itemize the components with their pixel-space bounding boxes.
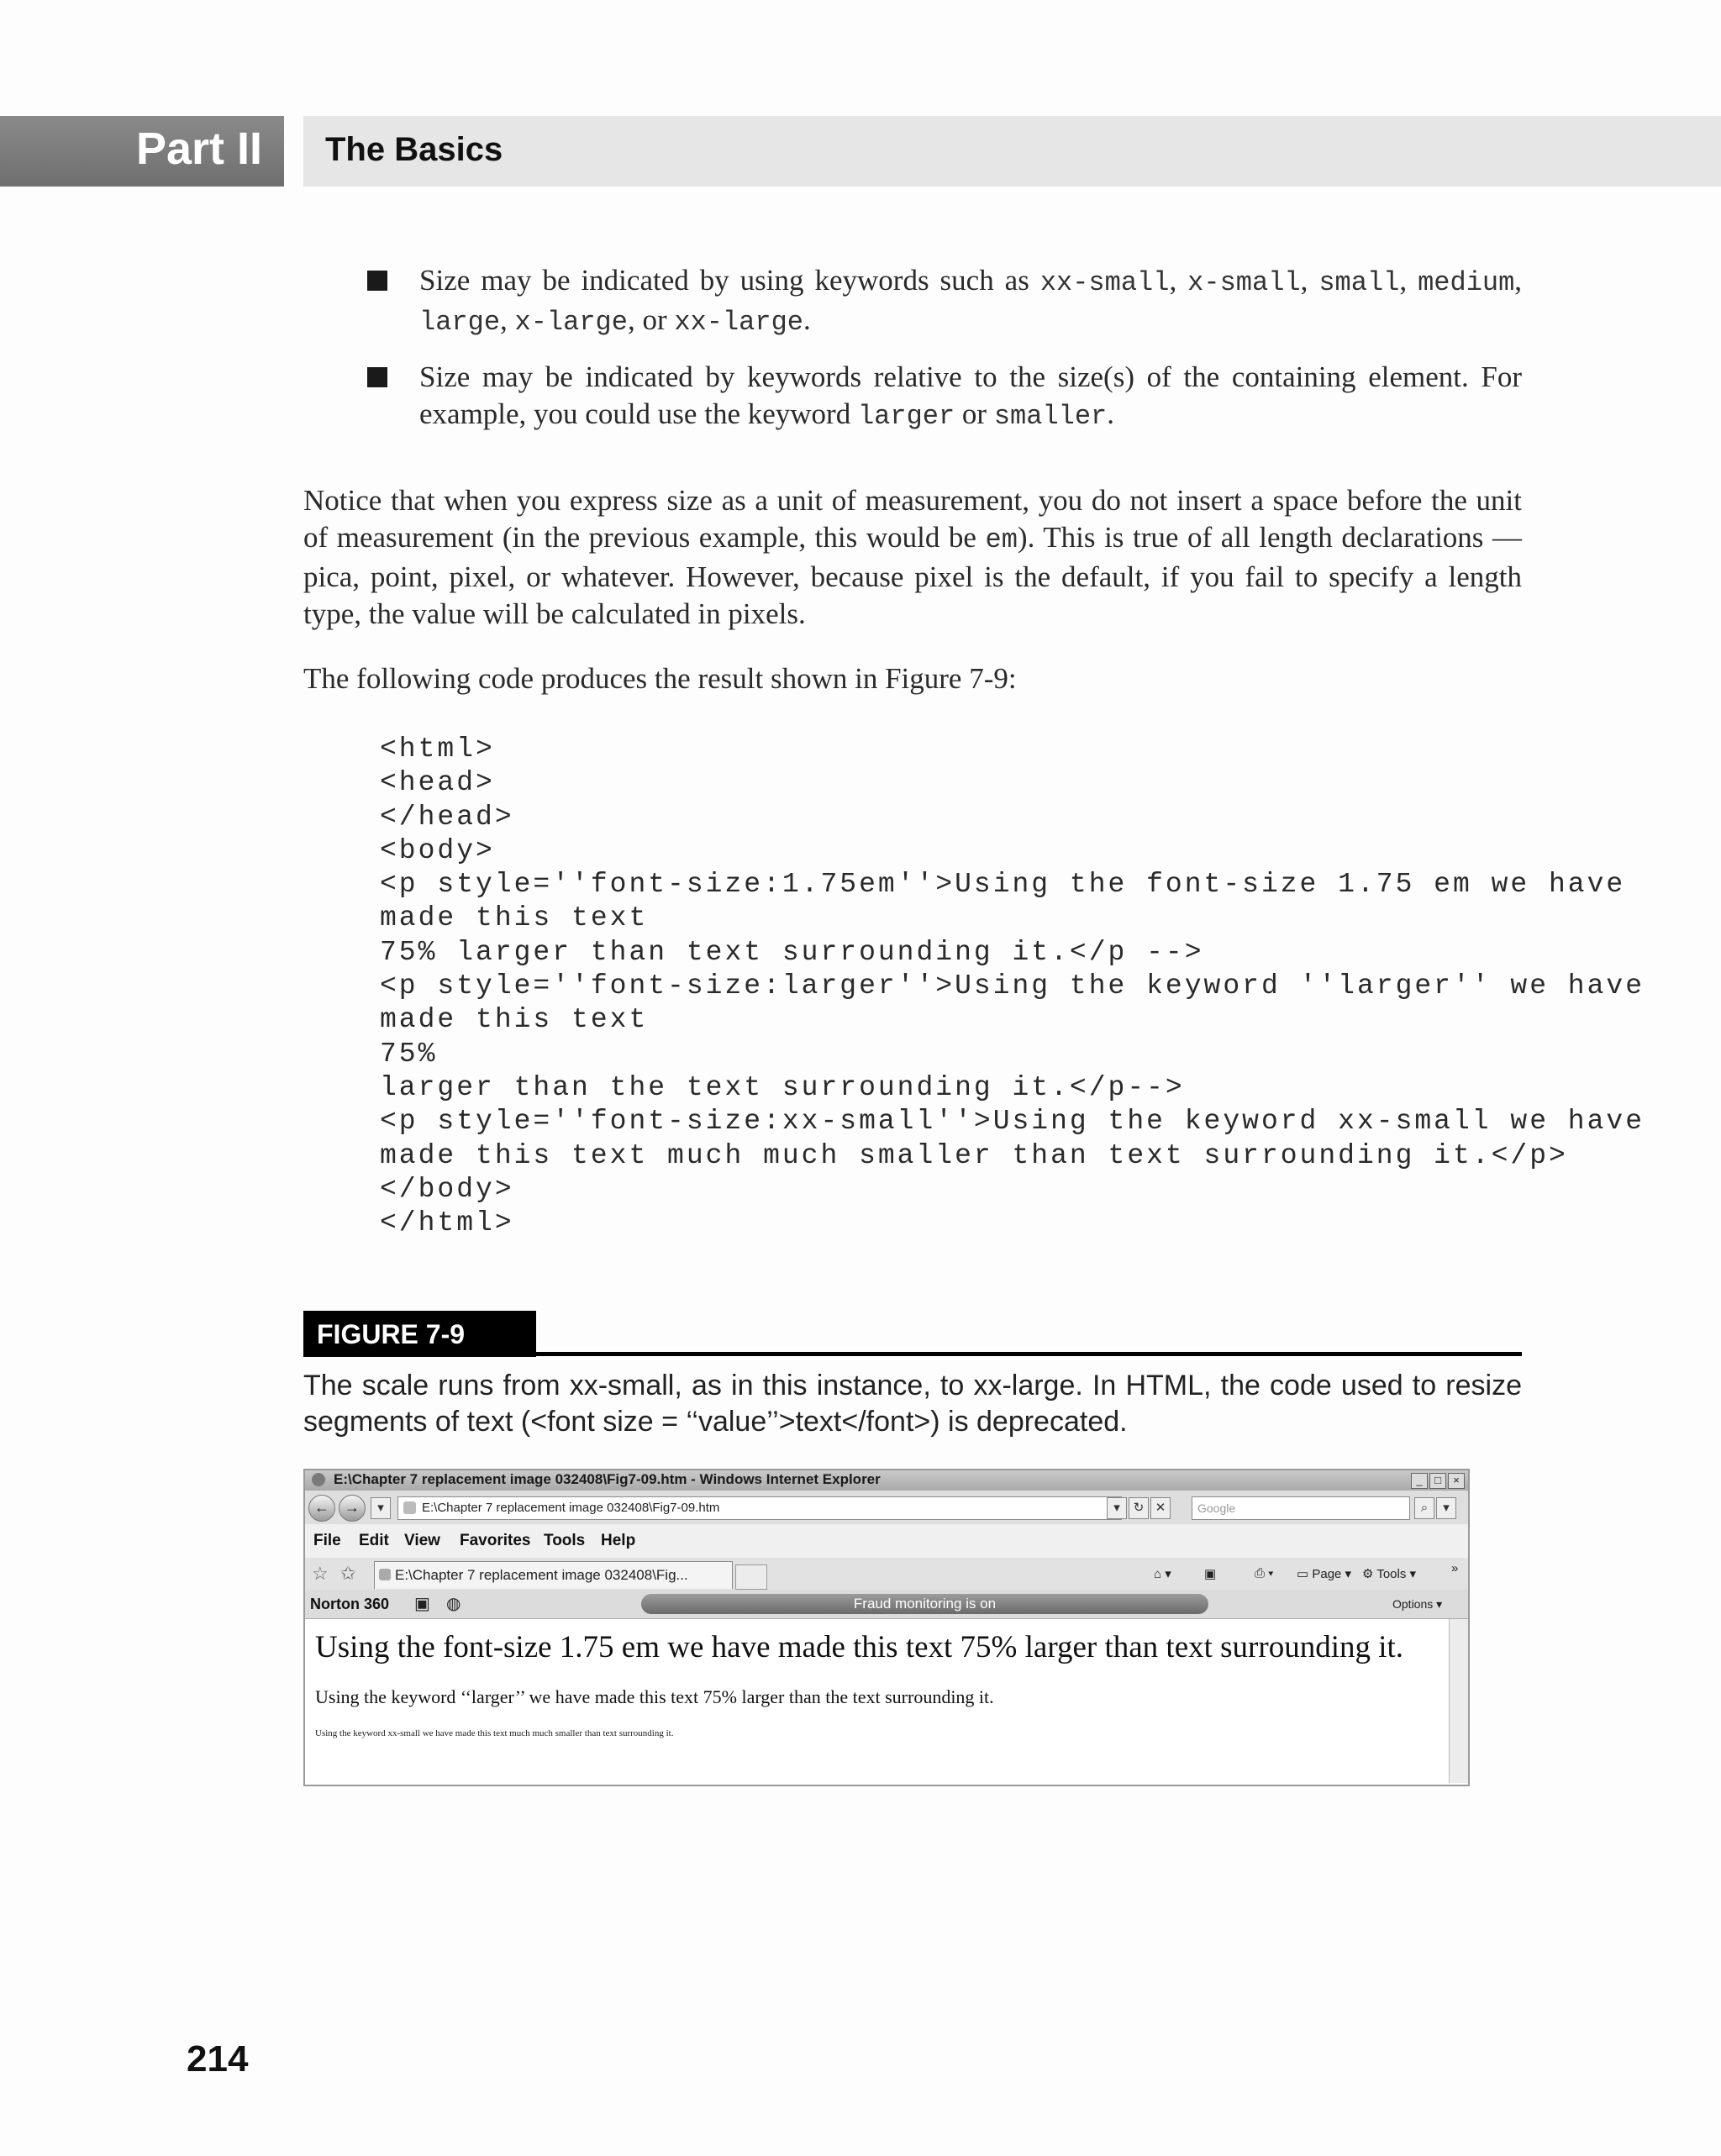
- bullet-text: [419, 359, 1522, 435]
- code-line: made this text: [380, 1004, 649, 1036]
- prose-text: ). This is true of all length declarations — pica, point, pixel, or whatever. However, because pixel is the default, if you fail to specify a length type, the value will be calculated in pixels.: [303, 521, 1522, 630]
- window-title: E:\Chapter 7 replacement image 032408\Fig7-09.htm - Windows Internet Explorer: [334, 1471, 881, 1487]
- inline-code: xx-large: [674, 307, 803, 338]
- section-band: [303, 116, 1721, 187]
- inline-code: x-large: [514, 307, 628, 338]
- code-line: <p style=''font-size:xx-small''>Using the keyword xx-small we have: [380, 1106, 1645, 1138]
- body-paragraph: [303, 482, 1522, 633]
- code-line: 75% larger than text surrounding it.</p -->: [380, 936, 1204, 968]
- menu-edit[interactable]: Edit: [359, 1532, 389, 1549]
- prose-text: .: [803, 303, 811, 336]
- tools-menu-label: Tools: [1376, 1567, 1407, 1581]
- menu-help[interactable]: Help: [601, 1532, 636, 1549]
- inline-code: xx-small: [1039, 267, 1170, 298]
- globe-icon[interactable]: ◍: [446, 1595, 461, 1613]
- part-label: Part II: [135, 124, 262, 174]
- browser-screenshot: [303, 1469, 1470, 1786]
- prose-text: , or: [627, 303, 675, 336]
- favorites-star-icon[interactable]: ☆: [312, 1563, 329, 1584]
- feeds-icon[interactable]: ▣: [1204, 1567, 1217, 1581]
- code-line: <body>: [380, 834, 495, 866]
- tab-title: E:\Chapter 7 replacement image 032408\Fig...: [395, 1567, 688, 1583]
- stop-icon[interactable]: ✕: [1150, 1497, 1171, 1519]
- content-line-xx-small: Using the keyword xx-small we have made this text much much smaller than text surrounding it.: [315, 1728, 674, 1738]
- inline-code: x-small: [1187, 267, 1301, 298]
- search-placeholder: Google: [1197, 1501, 1236, 1515]
- new-tab-button[interactable]: [735, 1564, 767, 1590]
- minimize-icon[interactable]: _: [1411, 1473, 1428, 1489]
- norton-card-icon[interactable]: ▣: [414, 1595, 430, 1613]
- figure-rule: [536, 1352, 1522, 1356]
- print-icon[interactable]: ⎙ ▾: [1255, 1566, 1274, 1580]
- content-line-larger: Using the keyword ‘‘larger’’ we have made this text 75% larger than the text surrounding it.: [315, 1686, 994, 1707]
- inline-code: medium: [1418, 267, 1515, 298]
- prose-text: ,: [500, 303, 515, 336]
- code-line: </head>: [380, 801, 514, 833]
- prose-text: or: [955, 397, 994, 430]
- close-icon[interactable]: ×: [1448, 1473, 1465, 1489]
- chevron-more-icon[interactable]: »: [1451, 1561, 1459, 1575]
- inline-code: small: [1318, 267, 1400, 298]
- code-line: 75%: [380, 1038, 438, 1070]
- search-options-icon[interactable]: ▾: [1436, 1497, 1456, 1519]
- prose-text: Notice that when you express size as a unit of measurement, you do not insert a space before the unit of measurement (in the previous example, this would be: [303, 484, 1522, 554]
- prose-text: ,: [1399, 264, 1418, 297]
- inline-code: larger: [857, 401, 955, 432]
- part-label-box: [0, 116, 284, 187]
- norton-toolbar: [305, 1590, 1468, 1619]
- code-line: <p style=''font-size:1.75em''>Using the font-size 1.75 em we have: [380, 869, 1626, 901]
- menu-view[interactable]: View: [404, 1532, 440, 1549]
- code-line: <html>: [380, 734, 495, 765]
- page-icon: [403, 1501, 416, 1514]
- tab-current[interactable]: [374, 1561, 733, 1589]
- fraud-monitoring-label: Fraud monitoring is on: [853, 1596, 997, 1612]
- address-bar[interactable]: [397, 1496, 1122, 1520]
- prose-text: ,: [1169, 264, 1188, 297]
- forward-arrow-icon[interactable]: →: [339, 1495, 366, 1522]
- figure-caption: The scale runs from xx-small, as in this instance, to xx-large. In HTML, the code used to resize segments of text (<font size = ‘‘value’’>text</font>) is deprecated.: [303, 1370, 1522, 1438]
- address-row: [305, 1491, 1468, 1524]
- norton-label: Norton 360: [310, 1596, 390, 1612]
- bullet-square-icon: [367, 271, 387, 291]
- prose-text: Size may be indicated by using keywords such as: [419, 264, 1040, 297]
- page-icon: [379, 1569, 391, 1580]
- inline-code: em: [985, 524, 1018, 555]
- vertical-scrollbar[interactable]: [1449, 1619, 1468, 1783]
- code-line: made this text: [380, 902, 649, 934]
- add-favorite-icon[interactable]: ✩: [340, 1563, 356, 1584]
- options-label: Options: [1392, 1597, 1434, 1611]
- refresh-icon[interactable]: ↻: [1129, 1497, 1149, 1519]
- code-line: made this text much much smaller than text surrounding it.</p>: [380, 1139, 1568, 1171]
- menu-bar: [305, 1524, 1468, 1558]
- tabs-row: [305, 1558, 1468, 1590]
- fraud-monitoring-bar[interactable]: [641, 1594, 1208, 1614]
- page-menu-button[interactable]: ▭ Page ▾: [1297, 1567, 1352, 1581]
- window-title-bar: [305, 1470, 1468, 1491]
- options-button[interactable]: Options ▾: [1392, 1597, 1443, 1611]
- code-line: <head>: [380, 767, 495, 799]
- body-paragraph: The following code produces the result shown in Figure 7-9:: [303, 662, 1017, 695]
- ie-logo-icon: [312, 1473, 325, 1486]
- code-listing: [380, 733, 1645, 1240]
- page-content: [305, 1619, 1448, 1783]
- section-title: The Basics: [325, 131, 503, 168]
- figure-label-box: [303, 1311, 536, 1357]
- home-icon[interactable]: ⌂ ▾: [1154, 1567, 1171, 1581]
- address-text: E:\Chapter 7 replacement image 032408\Fig7-09.htm: [422, 1501, 720, 1515]
- bullet-square-icon: [367, 367, 387, 387]
- menu-file[interactable]: File: [313, 1532, 341, 1549]
- prose-text: Size may be indicated by keywords relative to the size(s) of the containing element. For example, you could use the keyword: [419, 360, 1522, 430]
- page-number: 214: [187, 2038, 249, 2080]
- search-icon[interactable]: ⌕: [1414, 1497, 1434, 1519]
- inline-code: smaller: [993, 401, 1108, 432]
- menu-tools[interactable]: Tools: [544, 1532, 586, 1549]
- code-line: </body>: [380, 1173, 514, 1205]
- maximize-icon[interactable]: □: [1429, 1473, 1446, 1489]
- prose-text: .: [1107, 397, 1114, 430]
- prose-text: ,: [1514, 264, 1523, 297]
- figure-label: FIGURE 7-9: [317, 1319, 466, 1349]
- code-line: <p style=''font-size:larger''>Using the keyword ''larger'' we have: [380, 970, 1645, 1002]
- code-line: larger than the text surrounding it.</p-->: [380, 1071, 1185, 1103]
- bullet-text: [419, 262, 1522, 341]
- search-input[interactable]: [1192, 1496, 1410, 1520]
- menu-favorites[interactable]: Favorites: [460, 1532, 531, 1549]
- inline-code: large: [419, 307, 501, 338]
- prose-text: ,: [1300, 264, 1319, 297]
- page-menu-label: Page: [1312, 1567, 1342, 1581]
- recent-pages-chevron-icon[interactable]: ▾: [371, 1497, 391, 1519]
- tools-menu-button[interactable]: ⚙ Tools ▾: [1362, 1567, 1417, 1581]
- address-dropdown-icon[interactable]: ▾: [1107, 1497, 1127, 1519]
- back-arrow-icon[interactable]: ←: [308, 1495, 335, 1522]
- code-line: </html>: [380, 1207, 514, 1239]
- content-line-large: Using the font-size 1.75 em we have made this text 75% larger than text surrounding it.: [315, 1630, 1404, 1664]
